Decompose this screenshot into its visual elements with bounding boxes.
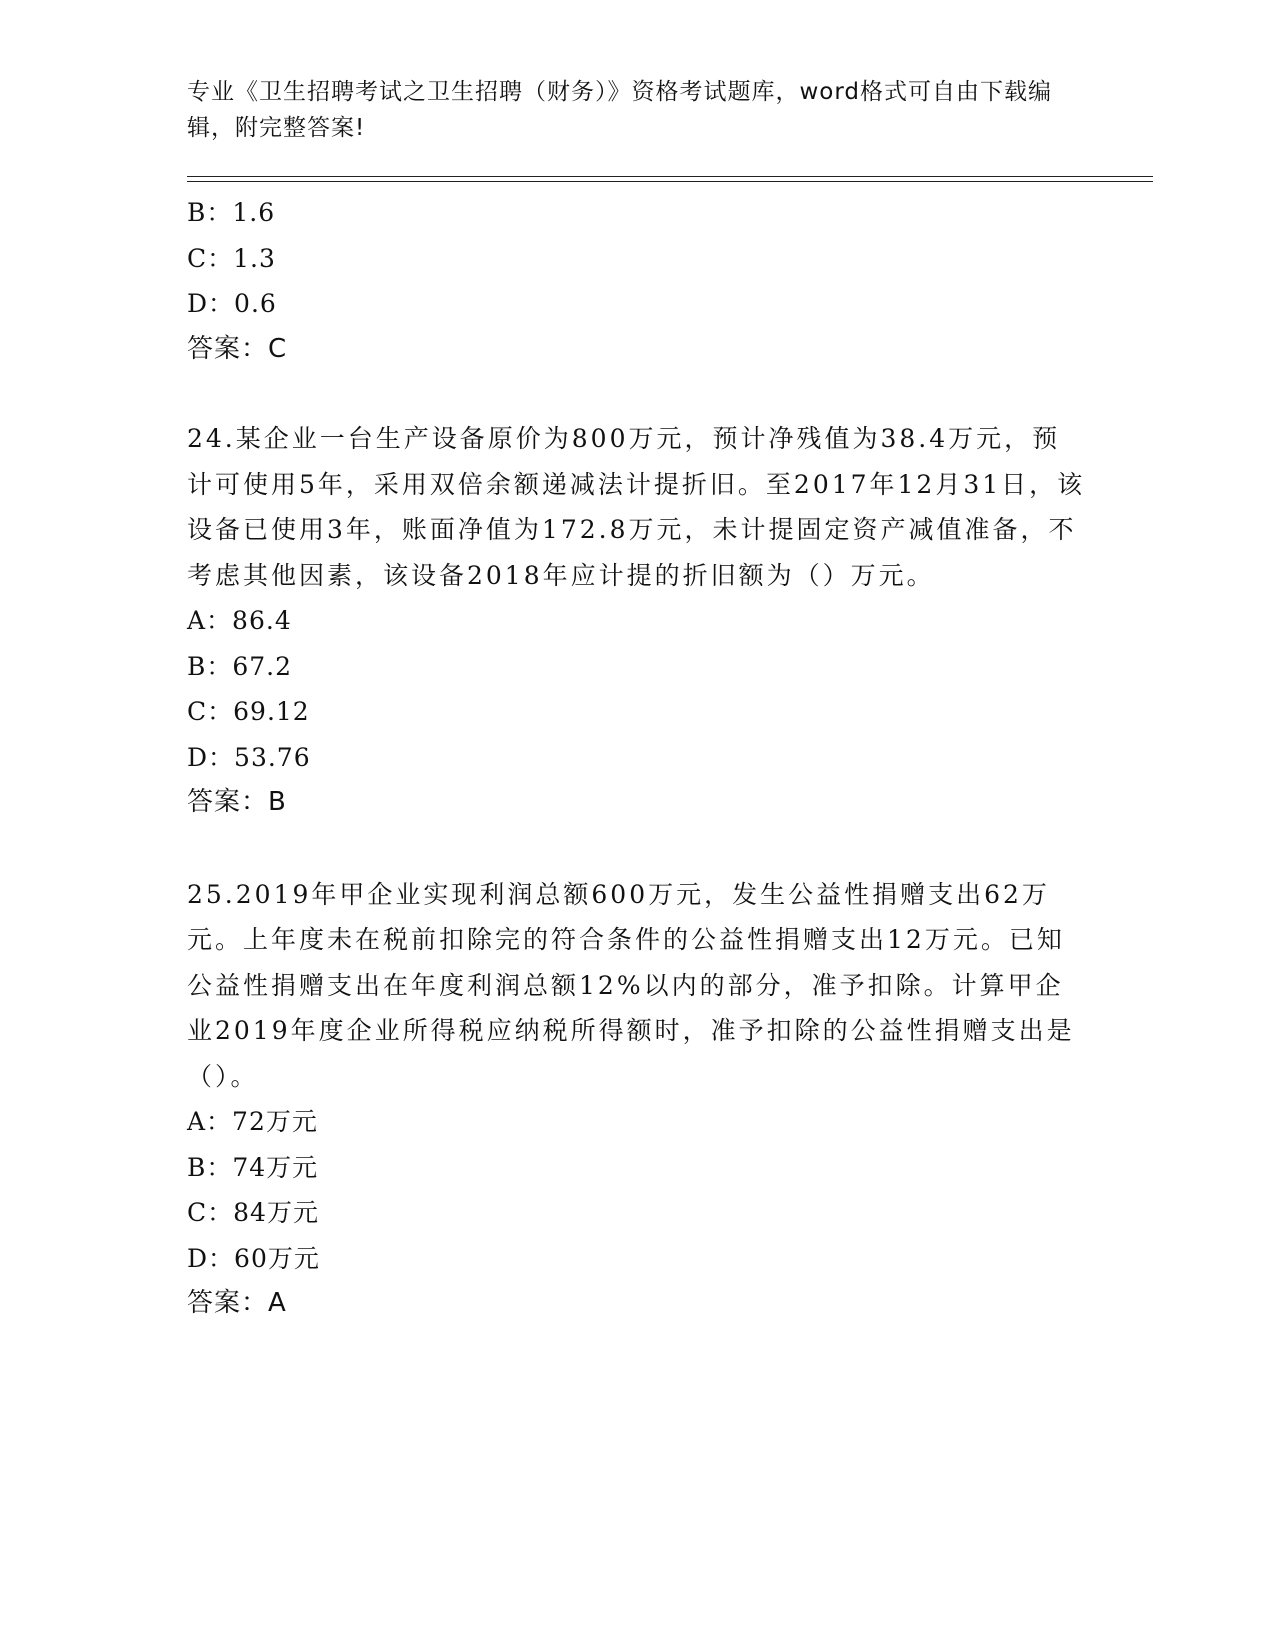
answer-line: 答案：B	[187, 787, 287, 817]
question-text: 25.2019年甲企业实现利润总额600万元，发生公益性捐赠支出62万元。上年度未在税前扣除完的符合条件的公益性捐赠支出12万元。已知公益性捐赠支出在年度利润总额12%以内的部分，准予扣除。计算甲企业2019年度企业所得税应纳税所得额时，准予扣除的公益性捐赠支出是（）。	[187, 879, 1075, 1091]
option-d: D：53.76	[187, 742, 311, 772]
option-c: C：69.12	[187, 697, 310, 726]
option-d: D：0.6	[187, 289, 277, 318]
option-d: D：60万元	[187, 1243, 320, 1273]
header-rule-top	[187, 176, 1153, 177]
option-b: B：1.6	[187, 198, 276, 227]
option-b: B：67.2	[187, 651, 293, 681]
question-list	[187, 190, 1087, 1327]
document-header: 专业《卫生招聘考试之卫生招聘（财务）》资格考试题库，word格式可自由下载编辑，附完整答案!	[187, 79, 1053, 141]
answer-line: 答案：C	[187, 333, 288, 364]
option-a: A：86.4	[187, 606, 292, 635]
question-text: 24.某企业一台生产设备原价为800万元，预计净残值为38.4万元，预计可使用5年，采用双倍余额递减法计提折旧。至2017年12月31日，该设备已使用3年，账面净值为172.8万元，未计提固定资产减值准备，不考虑其他因素，该设备2018年应计提的折旧额为（）万元。	[187, 424, 1086, 590]
option-c: C：1.3	[187, 243, 276, 273]
header-rule-bottom	[187, 181, 1153, 182]
option-a: A：72万元	[187, 1107, 318, 1136]
answer-line: 答案：A	[187, 1288, 287, 1318]
option-b: B：74万元	[187, 1152, 319, 1182]
option-c: C：84万元	[187, 1198, 319, 1227]
